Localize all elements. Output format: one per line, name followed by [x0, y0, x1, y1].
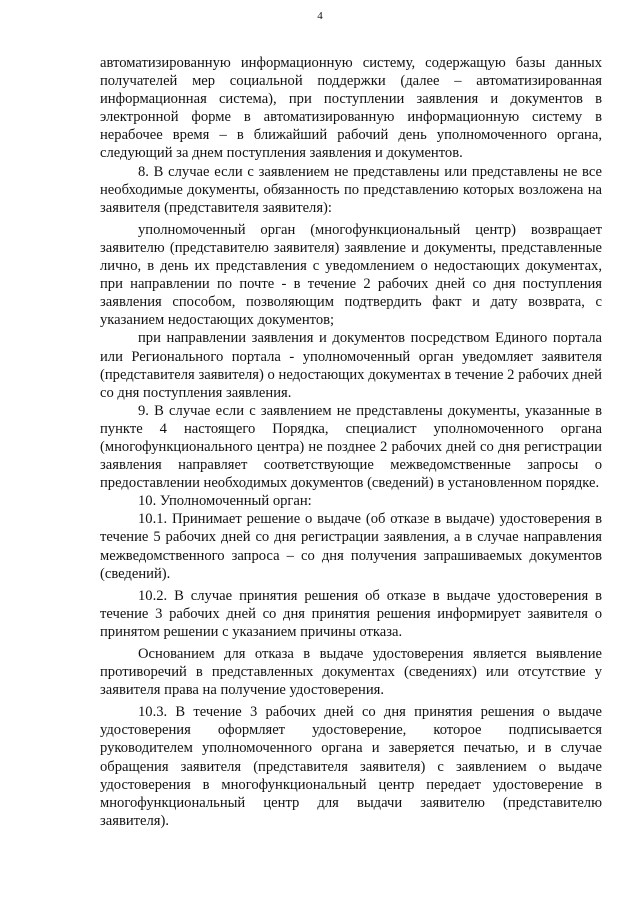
paragraph-item-10: 10. Уполномоченный орган: [138, 493, 312, 510]
document-body [100, 54, 602, 830]
paragraph-item-10-1: 10.1. Принимает решение о выдаче (об отказе в выдаче) удостоверения в течение 5 рабочих дней со дня регистрации заявления, а в случае направления межведомственного запроса – со дня получения запрашиваемых документов (сведений). [100, 511, 602, 582]
paragraph-item-10-3: 10.3. В течение 3 рабочих дней со дня принятия решения о выдаче удостоверения оформляет удостоверение, которое подписывается руководителем уполномоченного органа и заверяется печатью, и в случае обращения заявителя (представителя заявителя) с заявлением о выдаче удостоверения в многофункциональный центр передает удостоверение в многофункциональный центр для выдачи заявителю (представителю заявителя). [100, 704, 602, 829]
page-number: 4 [317, 10, 323, 22]
paragraph-item-8-portal: при направлении заявления и документов посредством Единого портала или Регионального портала - уполномоченный орган уведомляет заявителя (представителя заявителя) о недостающих документах в течение 2 рабочих дней со дня поступления заявления. [100, 330, 602, 401]
paragraph-item-10-2: 10.2. В случае принятия решения об отказе в выдаче удостоверения в течение 3 рабочих дней со дня принятия решения информирует заявителя о принятом решении с указанием причины отказа. [100, 587, 602, 640]
paragraph-item-9: 9. В случае если с заявлением не представлены документы, указанные в пункте 4 настоящего Порядка, специалист уполномоченного органа (многофункционального центра) не позднее 2 рабочих дней со дня регистрации заявления направляет соответствующие межведомственные запросы о предоставлении необходимых документов (сведений) в установленном порядке. [100, 402, 602, 492]
paragraph-item-8-return: уполномоченный орган (многофункциональный центр) возвращает заявителю (представителю заявителя) заявление и документы, представленные лично, в день их представления с уведомлением о недостающих документах, при направлении по почте - в течение 2 рабочих дней со дня поступления заявления способом, позволяющим подтвердить факт и дату возврата, с указанием недостающих документов; [100, 221, 602, 329]
paragraph-item-8: 8. В случае если с заявлением не представлены или представлены не все необходимые документы, обязанность по представлению которых возложена на заявителя (представителя заявителя): [100, 163, 602, 216]
paragraph-continuation: автоматизированную информационную систему, содержащую базы данных получателей мер социальной поддержки (далее – автоматизированная информационная система), при поступлении заявления и документов в электронной форме в автоматизированную информационную систему в нерабочее время – в ближайший рабочий день уполномоченного органа, следующий за днем поступления заявления и документов. [100, 55, 602, 162]
paragraph-refusal-grounds: Основанием для отказа в выдаче удостоверения является выявление противоречий в представленных документах (сведениях) или отсутствие у заявителя права на получение удостоверения. [100, 646, 602, 699]
